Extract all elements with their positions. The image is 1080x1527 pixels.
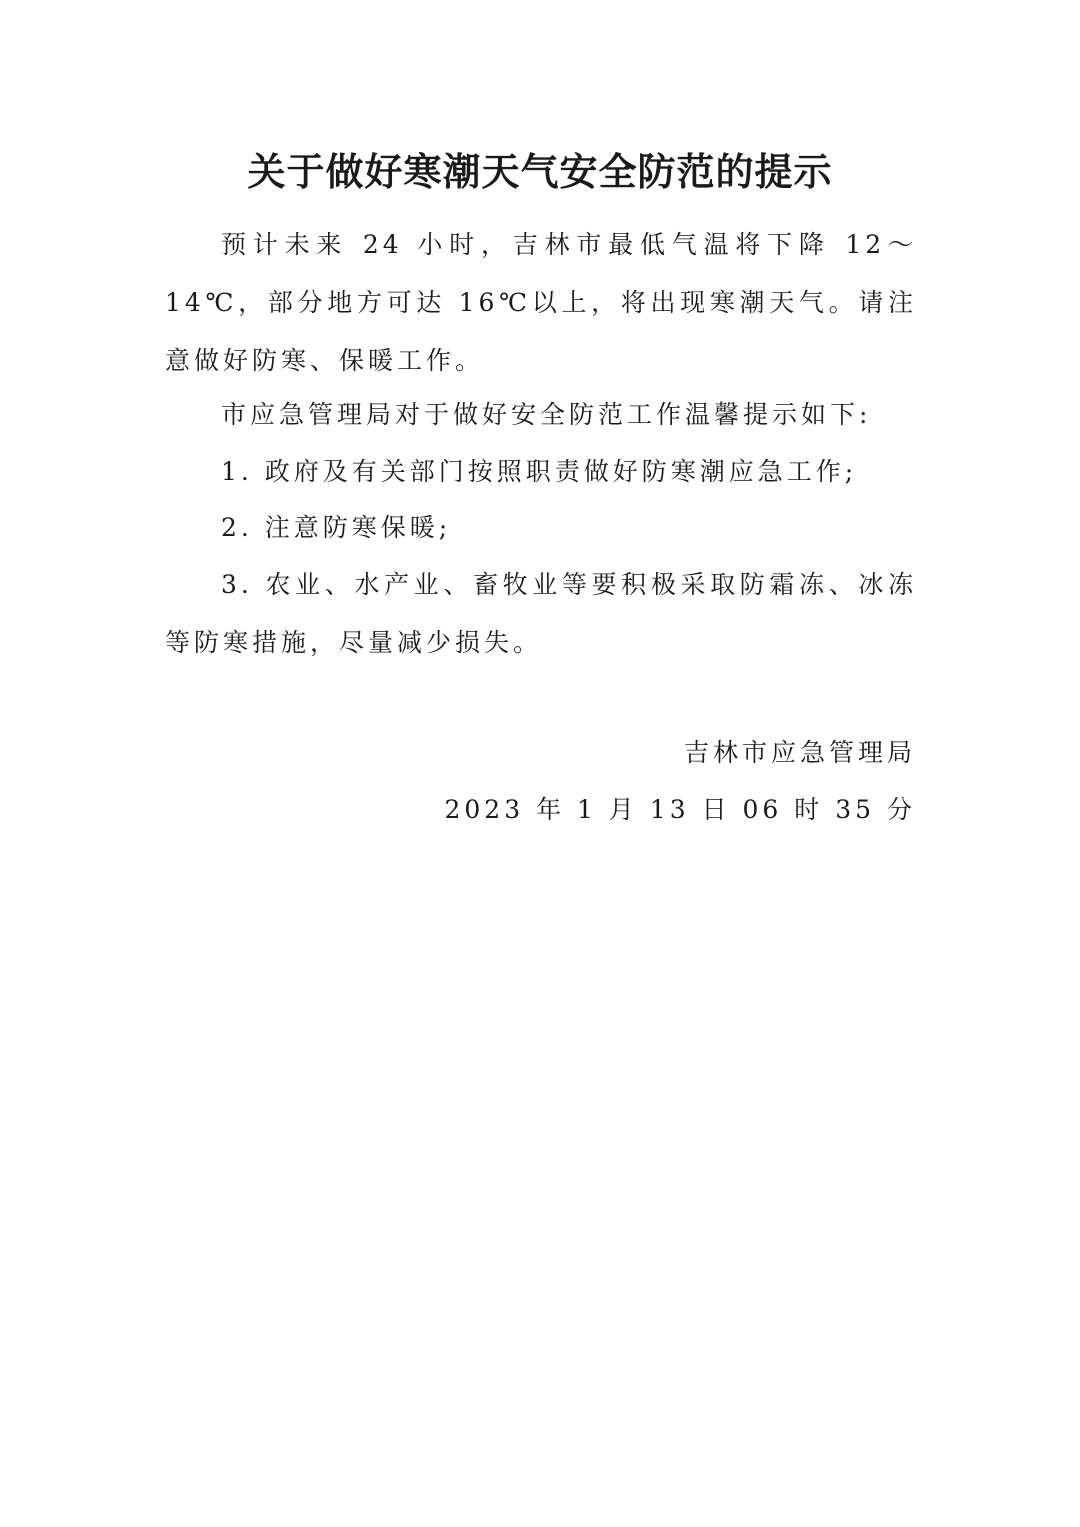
- signature-date: 2023 年 1 月 13 日 06 时 35 分: [444, 795, 916, 824]
- list-item-2: 2. 注意防寒保暖;: [221, 513, 452, 542]
- list-item-3: 3. 农业、水产业、畜牧业等要积极采取防霜冻、冰冻等防寒措施，尽量减少损失。: [165, 570, 917, 657]
- document-title: 关于做好寒潮天气安全防范的提示: [247, 149, 833, 194]
- paragraph-forecast: 预计未来 24 小时，吉林市最低气温将下降 12～14℃，部分地方可达 16℃以上，将出现寒潮天气。请注意做好防寒、保暖工作。: [165, 230, 917, 375]
- signature-organization: 吉林市应急管理局: [683, 738, 916, 767]
- list-item-1: 1. 政府及有关部门按照职责做好防寒潮应急工作;: [221, 457, 858, 486]
- paragraph-intro: 市应急管理局对于做好安全防范工作温馨提示如下:: [221, 400, 872, 429]
